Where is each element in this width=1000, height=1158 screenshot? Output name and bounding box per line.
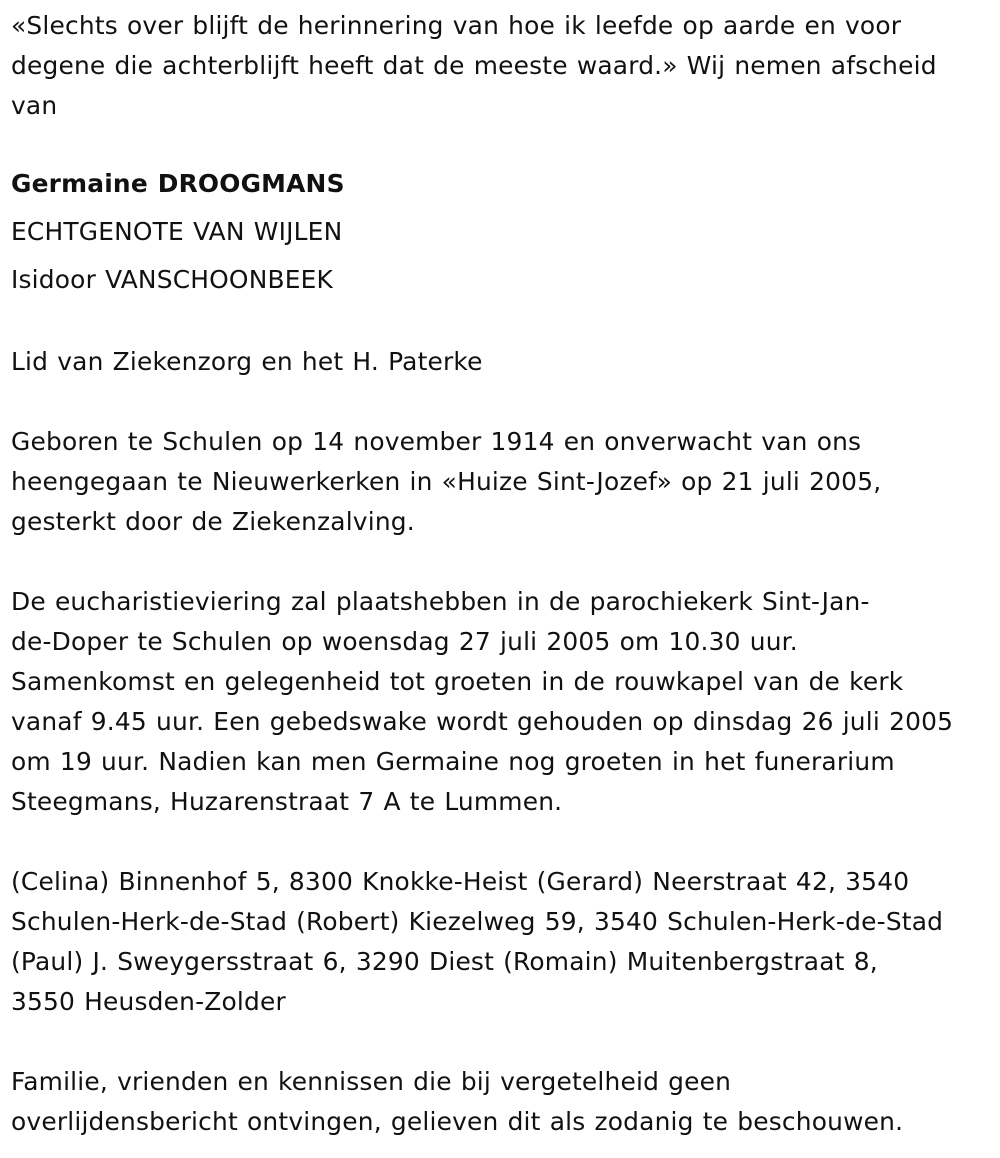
closing-line: Familie, vrienden en kennissen die bij vergetelheid geen [11, 1067, 732, 1096]
spouse-name: Isidoor VANSCHOONBEEK [11, 265, 334, 294]
deceased-name: Germaine DROOGMANS [11, 169, 345, 198]
address-line: (Celina) Binnenhof 5, 8300 Knokke-Heist (Gerard) Neerstraat 42, 3540 [11, 867, 910, 896]
deceased-title: ECHTGENOTE VAN WIJLEN [11, 217, 343, 246]
person-block [11, 160, 996, 304]
address-line: Schulen-Herk-de-Stad (Robert) Kiezelweg 59, 3540 Schulen-Herk-de-Stad [11, 907, 944, 936]
birth-death-paragraph [11, 422, 996, 542]
ceremony-line: om 19 uur. Nadien kan men Germaine nog groeten in het funerarium [11, 747, 895, 776]
intro-quote [11, 0, 996, 126]
ceremony-paragraph [11, 582, 996, 822]
address-line: (Paul) J. Sweygersstraat 6, 3290 Diest (Romain) Muitenbergstraat 8, [11, 947, 878, 976]
ceremony-line: De eucharistieviering zal plaatshebben in de parochiekerk Sint-Jan- [11, 587, 870, 616]
address-line: 3550 Heusden-Zolder [11, 987, 286, 1016]
birth-death-line: heengegaan te Nieuwerkerken in «Huize Sint-Jozef» op 21 juli 2005, [11, 467, 882, 496]
addresses-paragraph [11, 862, 996, 1022]
birth-death-line: gesterkt door de Ziekenzalving. [11, 507, 415, 536]
intro-line: degene die achterblijft heeft dat de meeste waard.» Wij nemen afscheid [11, 51, 937, 80]
closing-paragraph [11, 1062, 996, 1142]
obituary-document [11, 0, 996, 1142]
membership-text [11, 342, 996, 382]
intro-line: van [11, 91, 58, 120]
membership-line: Lid van Ziekenzorg en het H. Paterke [11, 347, 483, 376]
intro-line: «Slechts over blijft de herinnering van hoe ik leefde op aarde en voor [11, 11, 902, 40]
ceremony-line: Steegmans, Huzarenstraat 7 A te Lummen. [11, 787, 563, 816]
ceremony-line: Samenkomst en gelegenheid tot groeten in de rouwkapel van de kerk [11, 667, 904, 696]
ceremony-line: vanaf 9.45 uur. Een gebedswake wordt gehouden op dinsdag 26 juli 2005 [11, 707, 954, 736]
birth-death-line: Geboren te Schulen op 14 november 1914 en onverwacht van ons [11, 427, 862, 456]
closing-line: overlijdensbericht ontvingen, gelieven dit als zodanig te beschouwen. [11, 1107, 904, 1136]
ceremony-line: de-Doper te Schulen op woensdag 27 juli 2005 om 10.30 uur. [11, 627, 798, 656]
